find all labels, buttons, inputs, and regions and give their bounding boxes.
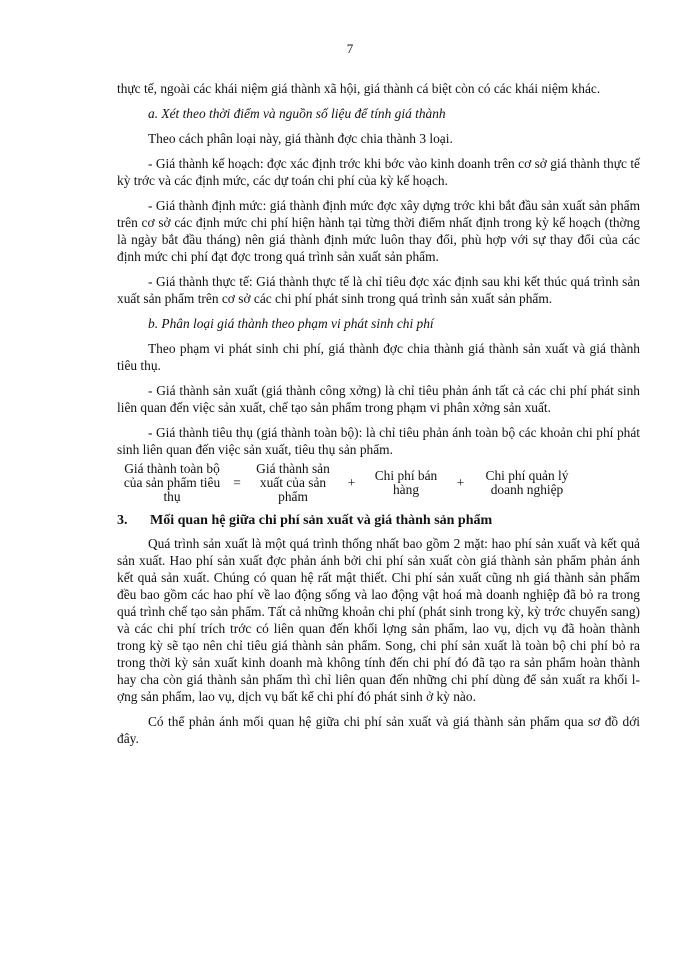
section-number: 3.: [117, 513, 128, 528]
subheading-a: a. Xét theo thời điểm và nguồn số liệu để tính giá thành: [148, 106, 446, 121]
paragraph-relationship: Quá trình sản xuất là một quá trình thống nhất bao gồm 2 mặt: hao phí sản xuất và kết quả sản xuất. Hao phí sản xuất đợc phản ánh bởi chi phí sản xuất còn giá thành sản phẩm phản ánh kết quả sản xuất. Chúng có quan hệ rất mật thiết. Chi phí sản xuất cũng nh giá thành sản phẩm đều bao gồm các hao phí về lao động sống và lao động vật hoá mà doanh nghiệp đã bỏ ra trong quá trình chế tạo sản phẩm. Tất cả những khoản chi phí (phát sinh trong kỳ, kỳ trớc chuyển sang) và các chi phí trích trớc có liên quan đến khối lợng sản phẩm, lao vụ, dịch vụ đã hoàn thành trong kỳ sẽ tạo nên chỉ tiêu giá thành sản phẩm. Song, chi phí sản xuất là toàn bộ chi phí bỏ ra trong thời kỳ sản xuất kinh doanh mà không tính đến chi phí đó đã tạo ra sản phẩm hoàn thành hay cha còn giá thành sản phẩm thì chỉ liên quan đến những chi phí dùng để sản xuất ra khối lợng sản phẩm, lao vụ, dịch vụ bất kể chi phí đó phát sinh ở kỳ nào.: [117, 536, 640, 704]
formula-equals-sign: =: [233, 475, 241, 490]
formula-plus-sign: +: [456, 475, 465, 490]
page-content: [117, 80, 640, 755]
paragraph-diagram-intro: Có thể phản ánh mối quan hệ giữa chi phí sản xuất và giá thành sản phẩm qua sơ đồ dới đây.: [117, 714, 640, 746]
formula-term-admin-cost: Chi phí quản lý doanh nghiệp: [485, 468, 569, 497]
paragraph-standard-cost: - Giá thành định mức: giá thành định mức đợc xây dựng trớc khi bắt đầu sản xuất sản phẩm trên cơ sở các định mức chi phí hiện hành tại từng thời điểm nhất định trong kỳ kế hoạch (thờng là ngày bắt đầu tháng) nên giá thành định mức luôn thay đổi, phù hợp với sự thay đổi của các định mức chi phí đạt đợc trong quá trình sản xuất sản phẩm.: [117, 198, 640, 264]
formula-term-full-cost: Giá thành toàn bộ của sản phẩm tiêu thụ: [123, 461, 221, 504]
formula-term-production-cost: Giá thành sản xuất của sản phẩm: [256, 461, 330, 504]
paragraph-continuation: thực tế, ngoài các khái niệm giá thành xã hội, giá thành cá biệt còn có các khái niệm khác.: [117, 81, 601, 96]
section-title: Mối quan hệ giữa chi phí sản xuất và giá thành sản phẩm: [150, 513, 493, 528]
paragraph-full-cost: - Giá thành tiêu thụ (giá thành toàn bộ): là chỉ tiêu phản ánh toàn bộ các khoản chi phí phát sinh liên quan đến việc sản xuất, tiêu thụ sản phẩm.: [117, 425, 640, 457]
paragraph-actual-cost: - Giá thành thực tế: Giá thành thực tế là chỉ tiêu đợc xác định sau khi kết thúc quá trình sản xuất sản phẩm trên cơ sở các chi phí phát sinh trong quá trình sản xuất sản phẩm.: [117, 274, 640, 306]
page-number: 7: [346, 41, 354, 56]
section-heading: [117, 512, 640, 529]
paragraph-scope-intro: Theo phạm vi phát sinh chi phí, giá thành đợc chia thành giá thành sản xuất và giá thành tiêu thụ.: [117, 341, 640, 373]
paragraph-classification-intro: Theo cách phân loại này, giá thành đợc chia thành 3 loại.: [148, 131, 453, 146]
formula-term-selling-cost: Chi phí bán hàng: [374, 468, 438, 497]
cost-formula: [117, 462, 640, 504]
paragraph-production-cost: - Giá thành sản xuất (giá thành công xởng) là chỉ tiêu phản ánh tất cả các chi phí phát sinh liên quan đến việc sản xuất, chế tạo sản phẩm trong phạm vi phân xởng sản xuất.: [117, 383, 640, 415]
formula-plus-sign: +: [347, 475, 356, 490]
paragraph-planned-cost: - Giá thành kế hoạch: đợc xác định trớc khi bớc vào kinh doanh trên cơ sở giá thành thực tế kỳ trớc và các định mức, các dự toán chi phí của kỳ kế hoạch.: [117, 156, 640, 188]
subheading-b: b. Phân loại giá thành theo phạm vi phát sinh chi phí: [148, 316, 434, 331]
